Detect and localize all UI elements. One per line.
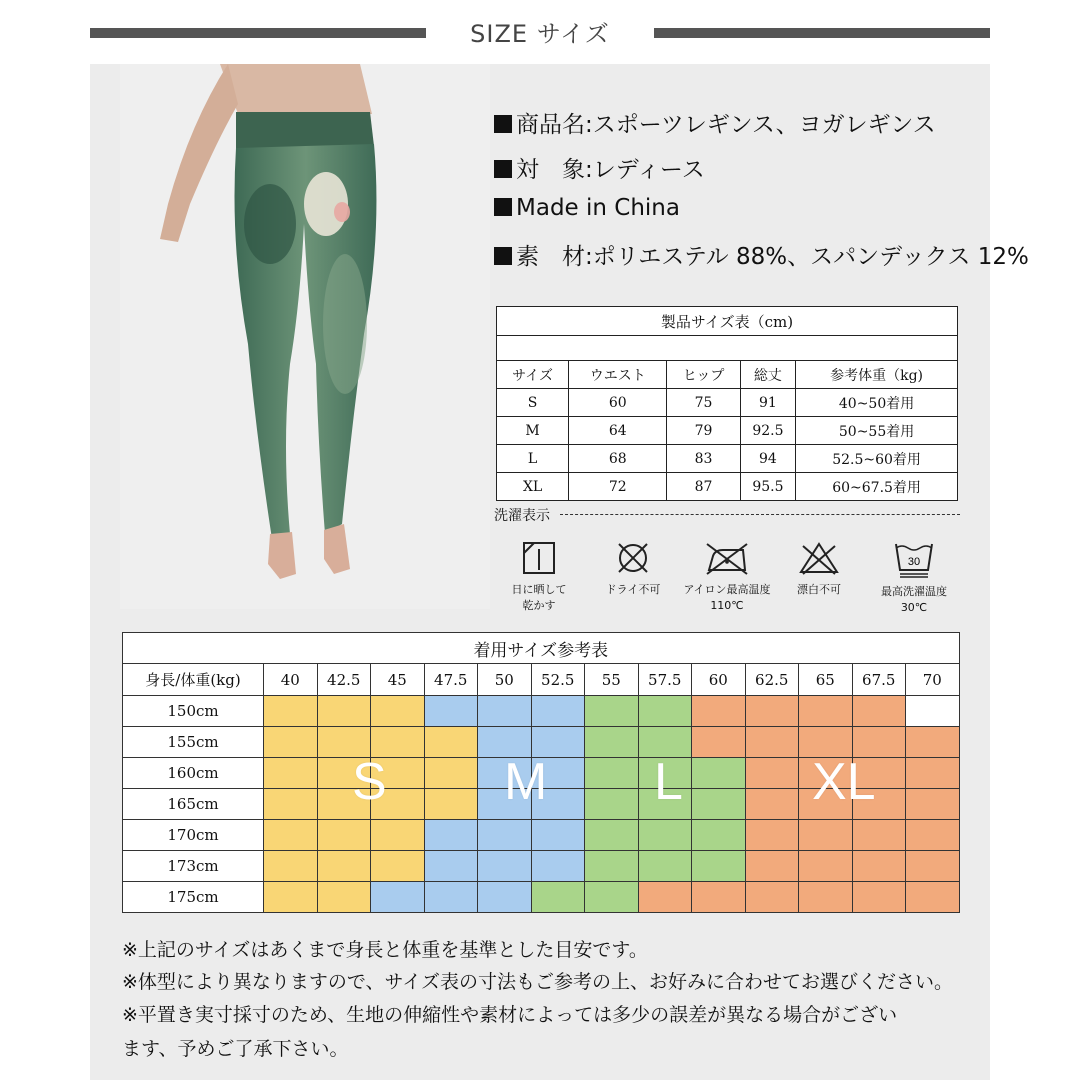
hip-col-header: ヒップ [667, 361, 740, 389]
note-line: ます、予めご了承下さい。 [122, 1038, 349, 1060]
bullet-square-icon [494, 198, 512, 216]
size-fit-cell [317, 882, 371, 913]
size-fit-cell [585, 758, 639, 789]
size-fit-cell [692, 789, 746, 820]
care-label-sub: 110℃ [710, 599, 744, 612]
size-fit-cell [424, 696, 478, 727]
size-fit-cell [531, 882, 585, 913]
weight-header-cell: 42.5 [317, 664, 371, 696]
size-table-row [497, 473, 958, 501]
size-fit-cell [264, 820, 318, 851]
spec-label: 対 象 [516, 157, 585, 183]
size-fit-cell [692, 696, 746, 727]
size-fit-cell [799, 882, 853, 913]
page-title: SIZE サイズ [470, 20, 610, 48]
size-table-cell: XL [497, 473, 569, 501]
weight-col-header: 参考体重（kg) [796, 361, 958, 389]
size-fit-cell [745, 727, 799, 758]
size-table-caption: 製品サイズ表（cm) [497, 307, 958, 336]
size-fit-cell [799, 696, 853, 727]
size-table-cell: 52.5~60着用 [796, 445, 958, 473]
size-fit-cell [745, 851, 799, 882]
size-fit-cell [585, 789, 639, 820]
size-table-cell: M [497, 417, 569, 445]
bullet-square-icon [494, 115, 512, 133]
size-label-xl: XL [812, 753, 876, 811]
care-item-wash-30 [866, 540, 962, 616]
note-line: ※体型により異なりますので、サイズ表の寸法もご参考の上、お好みに合わせてお選びください。 [122, 971, 954, 993]
wash-divider [560, 514, 960, 515]
note-line: ※上記のサイズはあくまで身長と体重を基準とした目安です。 [122, 939, 648, 961]
size-fit-cell [906, 820, 960, 851]
size-fit-cell [478, 851, 532, 882]
height-label-cell: 165cm [123, 789, 264, 820]
ref-table-caption: 着用サイズ参考表 [123, 633, 960, 664]
size-label-l: L [654, 753, 683, 811]
size-fit-cell [264, 727, 318, 758]
size-table-cell: 95.5 [740, 473, 795, 501]
wash-30-icon [892, 540, 936, 578]
size-col-header: サイズ [497, 361, 569, 389]
weight-header-cell: 55 [585, 664, 639, 696]
spec-label: Made in China [516, 195, 680, 221]
size-fit-cell [692, 758, 746, 789]
care-label: アイロン最高温度 [683, 583, 771, 596]
weight-header-cell: 70 [906, 664, 960, 696]
size-fit-cell [478, 882, 532, 913]
size-table-cell: 60 [569, 389, 667, 417]
size-fit-cell [906, 851, 960, 882]
spec-target [494, 151, 705, 184]
size-fit-cell [906, 727, 960, 758]
size-table-spacer [497, 336, 958, 361]
size-fit-cell [424, 882, 478, 913]
height-label-cell: 160cm [123, 758, 264, 789]
height-label-cell: 155cm [123, 727, 264, 758]
care-label: 漂白不可 [797, 583, 841, 596]
header-rule-right [654, 28, 990, 38]
size-fit-cell [531, 696, 585, 727]
size-fit-cell [424, 820, 478, 851]
size-label-m: M [504, 753, 548, 811]
size-fit-cell [852, 882, 906, 913]
product-size-table [496, 306, 958, 501]
spec-label: 商品名 [516, 112, 585, 138]
no-dry-clean-icon [615, 540, 651, 576]
size-table-cell: 92.5 [740, 417, 795, 445]
ref-corner-label: 身長/体重(kg) [123, 664, 264, 696]
size-table-cell: 87 [667, 473, 740, 501]
size-fit-cell [424, 851, 478, 882]
spec-value: :ポリエステル 88%、スパンデックス 12% [585, 244, 1029, 270]
note-line: ※平置き実寸採寸のため、生地の伸縮性や素材によっては多少の誤差が異なる場合がござい [122, 1004, 898, 1026]
size-fit-cell [906, 789, 960, 820]
size-fit-cell [264, 851, 318, 882]
size-fit-cell [478, 696, 532, 727]
no-bleach-icon [797, 540, 841, 576]
bullet-square-icon [494, 160, 512, 178]
size-fit-cell [585, 882, 639, 913]
care-item-line-dry [498, 540, 580, 614]
size-fit-cell [745, 758, 799, 789]
size-fit-cell [371, 696, 425, 727]
size-table-header-row [497, 361, 958, 389]
weight-header-cell: 60 [692, 664, 746, 696]
iron-max-110-icon [703, 540, 751, 576]
size-fit-cell [371, 882, 425, 913]
care-label: 最高洗濯温度 [881, 585, 947, 598]
weight-header-cell: 67.5 [852, 664, 906, 696]
tub-temp-text: 30 [907, 556, 921, 568]
size-fit-cell [531, 820, 585, 851]
weight-header-cell: 40 [264, 664, 318, 696]
size-fit-cell [317, 696, 371, 727]
bullet-square-icon [494, 247, 512, 265]
ref-table-row [123, 820, 960, 851]
size-fit-cell [852, 851, 906, 882]
height-label-cell: 175cm [123, 882, 264, 913]
size-table-cell: 64 [569, 417, 667, 445]
weight-header-cell: 50 [478, 664, 532, 696]
size-table-cell: 60~67.5着用 [796, 473, 958, 501]
size-fit-cell [906, 882, 960, 913]
size-fit-cell [745, 882, 799, 913]
weight-header-cell: 62.5 [745, 664, 799, 696]
weight-header-cell: 57.5 [638, 664, 692, 696]
care-label: ドライ不可 [605, 583, 661, 596]
size-fit-cell [638, 851, 692, 882]
care-item-no-bleach [778, 540, 860, 598]
size-fit-cell [317, 851, 371, 882]
size-table-cell: L [497, 445, 569, 473]
size-fit-cell [638, 882, 692, 913]
size-fit-cell [585, 851, 639, 882]
size-fit-cell [264, 882, 318, 913]
size-table-cell: 72 [569, 473, 667, 501]
size-fit-cell [745, 789, 799, 820]
size-table-cell: S [497, 389, 569, 417]
size-table-cell: 91 [740, 389, 795, 417]
size-fit-cell [638, 696, 692, 727]
size-fit-cell [424, 789, 478, 820]
size-fit-cell [692, 820, 746, 851]
line-dry-shade-icon [521, 540, 557, 576]
waist-col-header: ウエスト [569, 361, 667, 389]
ref-table-row [123, 851, 960, 882]
care-label-sub: 乾かす [522, 599, 556, 612]
care-item-iron [672, 540, 782, 614]
size-fit-cell [585, 696, 639, 727]
size-fit-cell [745, 696, 799, 727]
care-label-sub: 30℃ [900, 601, 928, 614]
size-table-cell: 50~55着用 [796, 417, 958, 445]
care-item-no-dry-clean [592, 540, 674, 598]
size-table-cell: 75 [667, 389, 740, 417]
size-fit-cell [264, 789, 318, 820]
size-fit-cell [852, 820, 906, 851]
header-rule-left [90, 28, 426, 38]
size-table-cell: 94 [740, 445, 795, 473]
spec-material [494, 238, 1029, 271]
ref-table-row [123, 882, 960, 913]
size-fit-cell [531, 851, 585, 882]
size-fit-cell [906, 758, 960, 789]
size-fit-cell [638, 820, 692, 851]
size-fit-cell [424, 727, 478, 758]
size-fit-cell [852, 696, 906, 727]
size-fit-cell [264, 758, 318, 789]
size-label-s: S [352, 753, 387, 811]
spec-value: :スポーツレギンス、ヨガレギンス [585, 112, 936, 138]
spec-product-name [494, 106, 936, 139]
size-fit-cell [371, 820, 425, 851]
size-table-cell: 68 [569, 445, 667, 473]
length-col-header: 総丈 [740, 361, 795, 389]
product-photo [120, 64, 490, 609]
size-table-cell: 40~50着用 [796, 389, 958, 417]
ref-table-row [123, 696, 960, 727]
size-fit-cell [799, 851, 853, 882]
size-table-row [497, 389, 958, 417]
weight-header-cell: 65 [799, 664, 853, 696]
weight-header-cell: 45 [371, 664, 425, 696]
size-fit-cell [317, 820, 371, 851]
size-table-row [497, 417, 958, 445]
height-label-cell: 173cm [123, 851, 264, 882]
size-table-row [497, 445, 958, 473]
size-fit-cell [478, 820, 532, 851]
size-table-cell: 79 [667, 417, 740, 445]
size-fit-cell [585, 727, 639, 758]
wash-title-text: 洗濯表示 [494, 508, 550, 524]
weight-header-cell: 47.5 [424, 664, 478, 696]
size-fit-cell [585, 820, 639, 851]
weight-header-cell: 52.5 [531, 664, 585, 696]
leggings-model-image [120, 64, 490, 609]
size-table-cell: 83 [667, 445, 740, 473]
spec-value: :レディース [585, 157, 705, 183]
wash-title [494, 505, 550, 525]
size-fit-cell [799, 820, 853, 851]
size-fit-cell [264, 696, 318, 727]
height-label-cell: 150cm [123, 696, 264, 727]
size-fit-cell [745, 820, 799, 851]
size-fit-cell [371, 851, 425, 882]
care-label: 日に晒して [511, 583, 567, 596]
spec-label: 素 材 [516, 244, 585, 270]
size-fit-cell [692, 851, 746, 882]
size-fit-cell [692, 882, 746, 913]
size-fit-cell [906, 696, 960, 727]
height-label-cell: 170cm [123, 820, 264, 851]
spec-origin [494, 195, 680, 221]
size-fit-cell [692, 727, 746, 758]
size-fit-cell [424, 758, 478, 789]
